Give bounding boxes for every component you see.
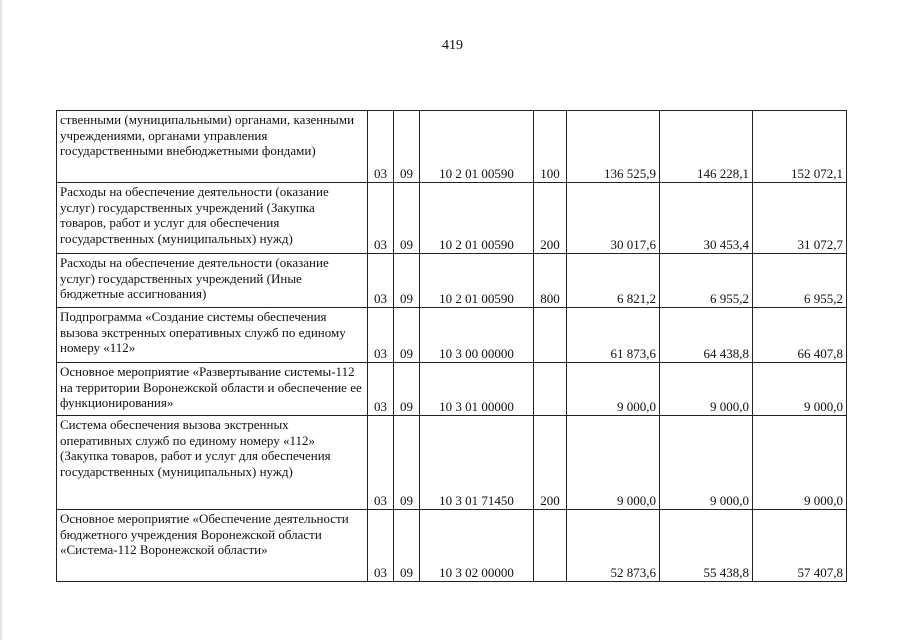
target-article-code: 10 3 01 00000 <box>420 363 534 416</box>
amount-year-2: 30 453,4 <box>660 183 753 254</box>
row-description: Расходы на обеспечение деятельности (оказание услуг) государственных учреждений (Иные бюджетные ассигнования) <box>57 254 368 308</box>
amount-year-1: 6 821,2 <box>567 254 660 308</box>
target-article-code: 10 2 01 00590 <box>420 183 534 254</box>
target-article-code: 10 2 01 00590 <box>420 111 534 183</box>
subsection-code: 09 <box>394 510 420 582</box>
expense-type-code <box>534 308 567 363</box>
expense-type-code: 200 <box>534 416 567 510</box>
target-article-code: 10 2 01 00590 <box>420 254 534 308</box>
amount-year-1: 9 000,0 <box>567 363 660 416</box>
amount-year-3: 152 072,1 <box>753 111 847 183</box>
section-code: 03 <box>368 308 394 363</box>
table-row <box>57 254 847 308</box>
subsection-code: 09 <box>394 183 420 254</box>
target-article-code: 10 3 00 00000 <box>420 308 534 363</box>
section-code: 03 <box>368 363 394 416</box>
amount-year-3: 6 955,2 <box>753 254 847 308</box>
amount-year-2: 9 000,0 <box>660 363 753 416</box>
table-row <box>57 416 847 510</box>
amount-year-1: 9 000,0 <box>567 416 660 510</box>
page-number: 419 <box>442 38 463 53</box>
section-code: 03 <box>368 254 394 308</box>
row-description: Основное мероприятие «Развертывание системы-112 на территории Воронежской области и обеспечение ее функционирования» <box>57 363 368 416</box>
amount-year-3: 9 000,0 <box>753 416 847 510</box>
amount-year-3: 66 407,8 <box>753 308 847 363</box>
expense-type-code: 100 <box>534 111 567 183</box>
subsection-code: 09 <box>394 416 420 510</box>
subsection-code: 09 <box>394 111 420 183</box>
expense-type-code: 200 <box>534 183 567 254</box>
subsection-code: 09 <box>394 254 420 308</box>
section-code: 03 <box>368 510 394 582</box>
amount-year-3: 57 407,8 <box>753 510 847 582</box>
target-article-code: 10 3 01 71450 <box>420 416 534 510</box>
row-description: Система обеспечения вызова экстренных оперативных служб по единому номеру «112» (Закупка товаров, работ и услуг для обеспечения государственных (муниципальных) нужд) <box>57 416 368 510</box>
amount-year-1: 136 525,9 <box>567 111 660 183</box>
amount-year-1: 61 873,6 <box>567 308 660 363</box>
amount-year-3: 31 072,7 <box>753 183 847 254</box>
expense-type-code: 800 <box>534 254 567 308</box>
amount-year-2: 6 955,2 <box>660 254 753 308</box>
table-row <box>57 308 847 363</box>
table-row <box>57 183 847 254</box>
amount-year-2: 64 438,8 <box>660 308 753 363</box>
target-article-code: 10 3 02 00000 <box>420 510 534 582</box>
subsection-code: 09 <box>394 363 420 416</box>
section-code: 03 <box>368 416 394 510</box>
section-code: 03 <box>368 111 394 183</box>
table-row <box>57 363 847 416</box>
amount-year-2: 9 000,0 <box>660 416 753 510</box>
budget-table <box>56 110 847 582</box>
table-row <box>57 510 847 582</box>
row-description: Расходы на обеспечение деятельности (оказание услуг) государственных учреждений (Закупка товаров, работ и услуг для обеспечения государственных (муниципальных) нужд) <box>57 183 368 254</box>
expense-type-code <box>534 510 567 582</box>
page-edge-shadow <box>0 0 3 640</box>
subsection-code: 09 <box>394 308 420 363</box>
amount-year-3: 9 000,0 <box>753 363 847 416</box>
amount-year-1: 52 873,6 <box>567 510 660 582</box>
section-code: 03 <box>368 183 394 254</box>
expense-type-code <box>534 363 567 416</box>
row-description: ственными (муниципальными) органами, казенными учреждениями, органами управления государственными внебюджетными фондами) <box>57 111 368 183</box>
amount-year-2: 146 228,1 <box>660 111 753 183</box>
amount-year-1: 30 017,6 <box>567 183 660 254</box>
row-description: Подпрограмма «Создание системы обеспечения вызова экстренных оперативных служб по единому номеру «112» <box>57 308 368 363</box>
amount-year-2: 55 438,8 <box>660 510 753 582</box>
row-description: Основное мероприятие «Обеспечение деятельности бюджетного учреждения Воронежской области «Система-112 Воронежской области» <box>57 510 368 582</box>
table-row <box>57 111 847 183</box>
